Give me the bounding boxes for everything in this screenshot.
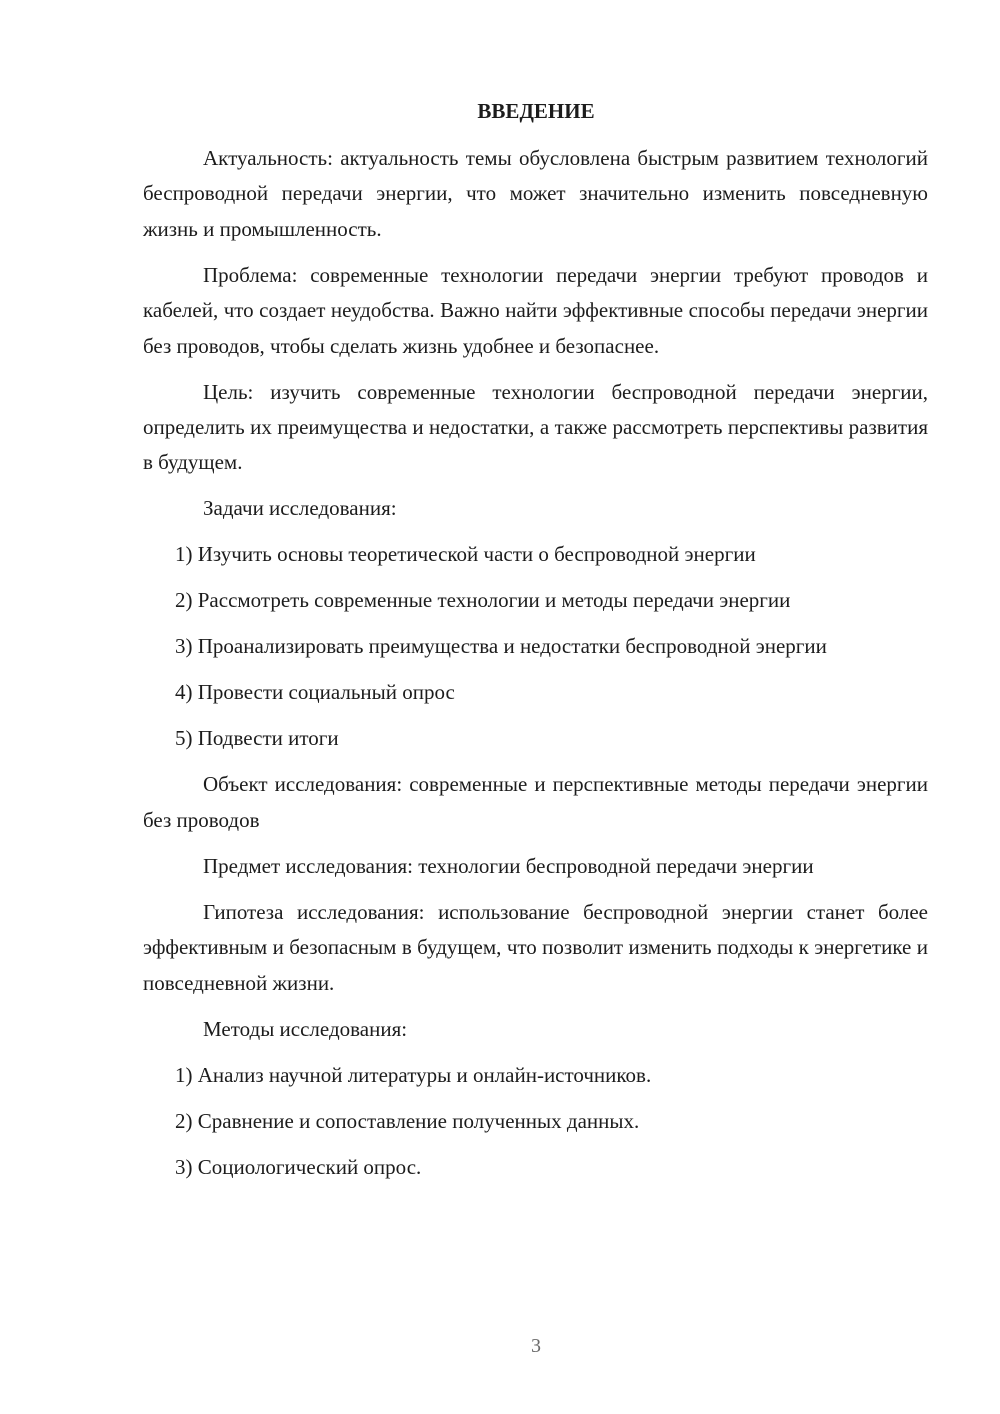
task-item: 4) Провести социальный опрос [175, 680, 455, 705]
task-item: 2) Рассмотреть современные технологии и методы передачи энергии [175, 588, 791, 613]
method-item: 1) Анализ научной литературы и онлайн-источников. [175, 1062, 652, 1087]
methods-heading: Методы исследования: [203, 1016, 408, 1041]
section-heading: ВВЕДЕНИЕ [477, 99, 595, 123]
tasks-heading: Задачи исследования: [203, 496, 397, 521]
document-body [143, 141, 928, 1196]
task-item: 1) Изучить основы теоретической части о беспроводной энергии [175, 542, 756, 567]
subject-paragraph: Предмет исследования: технологии беспроводной передачи энергии [203, 853, 814, 878]
problem-paragraph: Проблема: современные технологии передачи энергии требуют проводов и кабелей, что создает неудобства. Важно найти эффективные способы передачи энергии без проводов, чтобы сделать жизнь удобнее и безопаснее. [143, 262, 928, 358]
task-item: 5) Подвести итоги [175, 726, 339, 751]
goal-paragraph: Цель: изучить современные технологии беспроводной передачи энергии, определить их преимущества и недостатки, а также рассмотреть перспективы развития в будущем. [143, 379, 928, 475]
task-item: 3) Проанализировать преимущества и недостатки беспроводной энергии [175, 634, 827, 659]
page-number: 3 [531, 1335, 541, 1357]
relevance-paragraph: Актуальность: актуальность темы обусловлена быстрым развитием технологий беспроводной передачи энергии, что может значительно изменить повседневную жизнь и промышленность. [143, 146, 928, 241]
method-item: 3) Социологический опрос. [175, 1154, 422, 1179]
object-paragraph: Объект исследования: современные и перспективные методы передачи энергии без проводов [143, 772, 928, 832]
method-item: 2) Сравнение и сопоставление полученных данных. [175, 1108, 640, 1133]
hypothesis-paragraph: Гипотеза исследования: использование беспроводной энергии станет более эффективным и безопасным в будущем, что позволит изменить подходы к энергетике и повседневной жизни. [143, 899, 928, 995]
